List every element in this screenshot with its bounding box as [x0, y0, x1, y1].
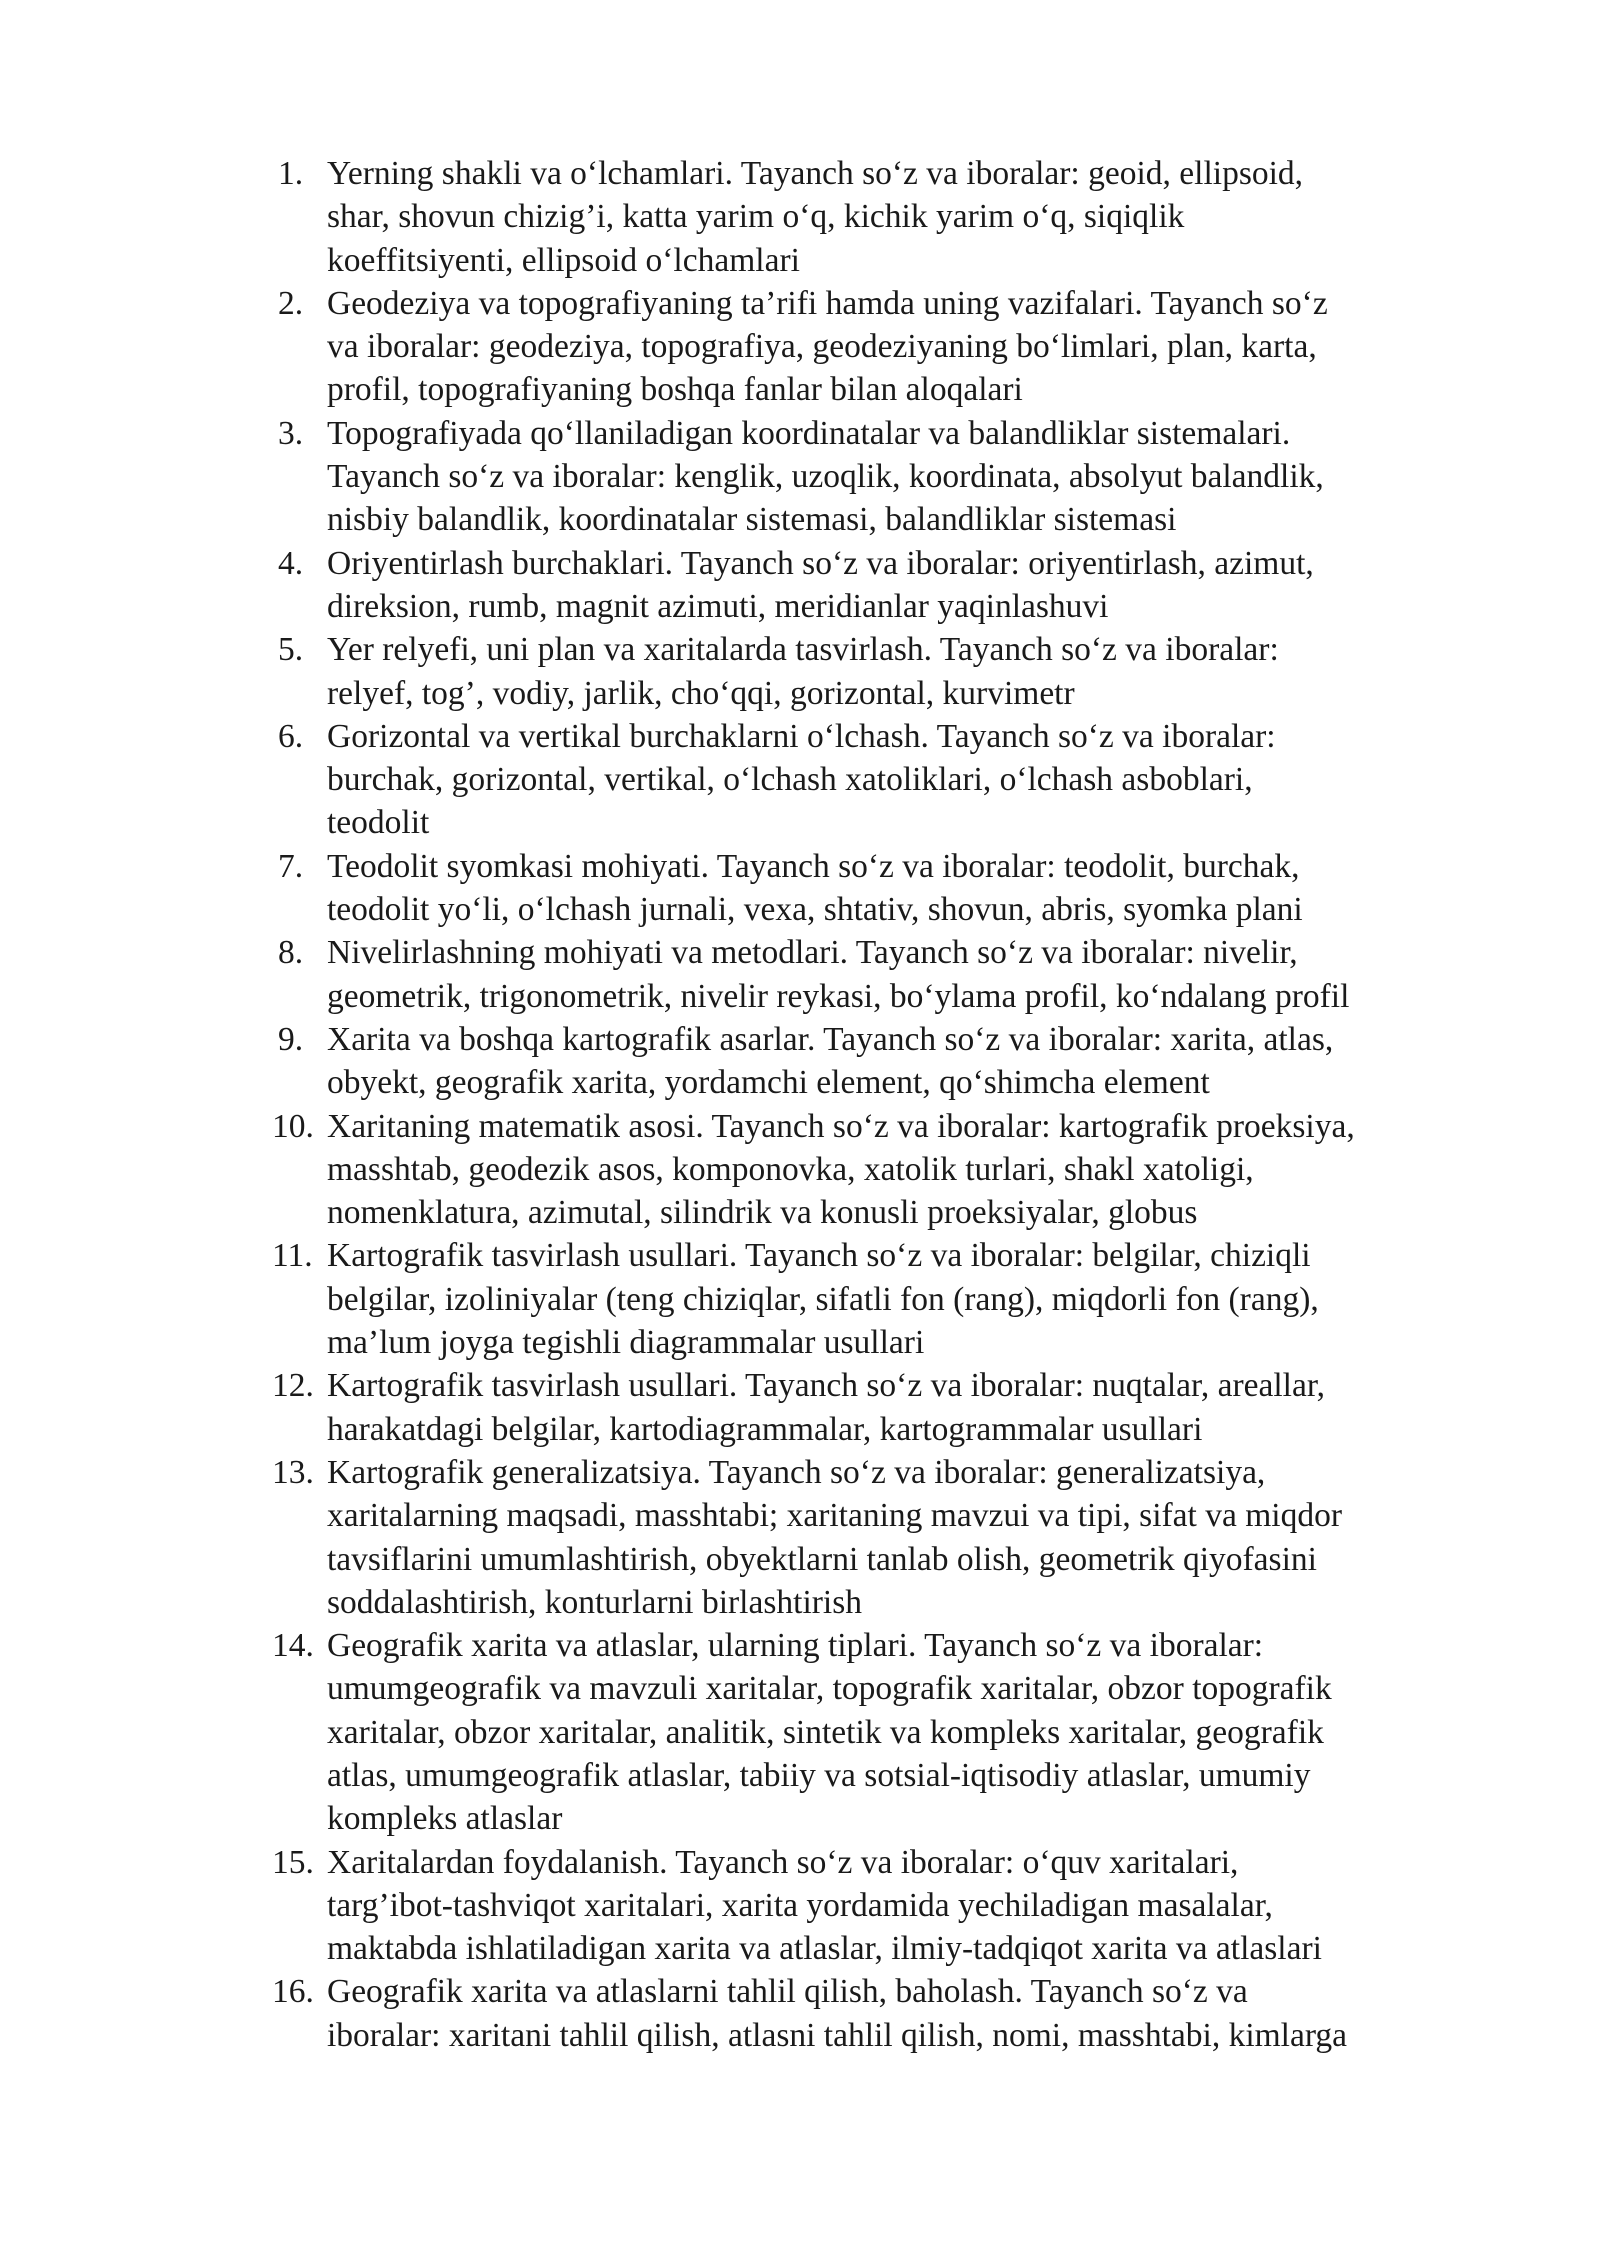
- list-item-line: Oriyentirlash burchaklari. Tayanch so‘z va iboralar: oriyentirlash, azimut,: [327, 544, 1314, 582]
- list-item-line: iboralar: xaritani tahlil qilish, atlasni tahlil qilish, nomi, masshtabi, kimlarga: [327, 2016, 1348, 2054]
- list-item-line: Teodolit syomkasi mohiyati. Tayanch so‘z va iboralar: teodolit, burchak,: [327, 847, 1300, 885]
- list-item-text: [327, 1105, 1497, 1235]
- list-item-number: 12.: [272, 1367, 314, 1405]
- list-item-line: Yerning shakli va o‘lchamlari. Tayanch so‘z va iboralar: geoid, ellipsoid,: [327, 155, 1304, 192]
- list-item-line: Gorizontal va vertikal burchaklarni o‘lchash. Tayanch so‘z va iboralar:: [327, 717, 1276, 755]
- list-item-line: atlas, umumgeografik atlaslar, tabiiy va sotsial-iqtisodiy atlaslar, umumiy: [327, 1756, 1311, 1794]
- list-item: [272, 845, 1497, 932]
- list-item: [272, 412, 1497, 542]
- list-item-text: [327, 1970, 1497, 2057]
- list-item-text: [327, 542, 1497, 629]
- list-item-number: 16.: [272, 1973, 314, 2011]
- list-item-line: shar, shovun chizig’i, katta yarim o‘q, kichik yarim o‘q, siqiqlik: [327, 198, 1185, 236]
- list-item-line: teodolit yo‘li, o‘lchash jurnali, vexa, shtativ, shovun, abris, syomka plani: [327, 891, 1303, 929]
- list-item-line: Topografiyada qo‘llaniladigan koordinatalar va balandliklar sistemalari.: [327, 414, 1291, 452]
- list-item-line: maktabda ishlatiladigan xarita va atlaslar, ilmiy-tadqiqot xarita va atlaslari: [327, 1930, 1322, 1968]
- list-item-line: profil, topografiyaning boshqa fanlar bilan aloqalari: [327, 371, 1023, 409]
- list-item-line: Yer relyefi, uni plan va xaritalarda tasvirlash. Tayanch so‘z va iboralar:: [327, 631, 1279, 669]
- list-item-line: ma’lum joyga tegishli diagrammalar usullari: [327, 1324, 925, 1362]
- list-item-line: burchak, gorizontal, vertikal, o‘lchash xatoliklari, o‘lchash asboblari,: [327, 761, 1253, 799]
- list-item-line: Kartografik tasvirlash usullari. Tayanch so‘z va iboralar: belgilar, chiziqli: [327, 1237, 1311, 1275]
- list-item: [272, 1018, 1497, 1105]
- list-item-line: tavsiflarini umumlashtirish, obyektlarni tanlab olish, geometrik qiyofasini: [327, 1540, 1317, 1578]
- list-item: [272, 542, 1497, 629]
- list-item-number: 7.: [278, 847, 304, 885]
- list-item-line: Geografik xarita va atlaslarni tahlil qilish, baholash. Tayanch so‘z va: [327, 1973, 1248, 2011]
- list-item-number: 6.: [278, 717, 304, 755]
- list-item-line: va iboralar: geodeziya, topografiya, geodeziyaning bo‘limlari, plan, karta,: [327, 328, 1317, 366]
- list-item-text: [327, 152, 1497, 282]
- list-item-line: koeffitsiyenti, ellipsoid o‘lchamlari: [327, 241, 800, 279]
- list-item-number: 1.: [278, 155, 304, 192]
- list-item-line: masshtab, geodezik asos, komponovka, xatolik turlari, shakl xatoligi,: [327, 1150, 1254, 1188]
- list-item-line: Geografik xarita va atlaslar, ularning tiplari. Tayanch so‘z va iboralar:: [327, 1627, 1264, 1665]
- list-item-line: obyekt, geografik xarita, yordamchi element, qo‘shimcha element: [327, 1064, 1210, 1102]
- list-item-text: [327, 1451, 1497, 1624]
- list-item-number: 9.: [278, 1020, 304, 1058]
- list-item: [272, 1234, 1497, 1364]
- list-item-line: Xaritaning matematik asosi. Tayanch so‘z va iboralar: kartografik proeksiya,: [327, 1107, 1355, 1145]
- list-item-line: Kartografik tasvirlash usullari. Tayanch so‘z va iboralar: nuqtalar, areallar,: [327, 1367, 1326, 1405]
- list-item-line: relyef, tog’, vodiy, jarlik, cho‘qqi, gorizontal, kurvimetr: [327, 674, 1075, 712]
- list-item-line: Tayanch so‘z va iboralar: kenglik, uzoqlik, koordinata, absolyut balandlik,: [327, 458, 1324, 496]
- list-item-number: 14.: [272, 1627, 314, 1665]
- list-item: [272, 282, 1497, 412]
- list-item-line: geometrik, trigonometrik, nivelir reykasi, bo‘ylama profil, ko‘ndalang profil: [327, 977, 1350, 1015]
- list-item-number: 15.: [272, 1843, 314, 1881]
- list-item: [272, 1624, 1497, 1840]
- list-item-number: 13.: [272, 1453, 314, 1491]
- list-item-line: nomenklatura, azimutal, silindrik va konusli proeksiyalar, globus: [327, 1194, 1198, 1232]
- list-item-line: nisbiy balandlik, koordinatalar sistemasi, balandliklar sistemasi: [327, 501, 1177, 539]
- list-item-text: [327, 715, 1497, 845]
- list-item-number: 5.: [278, 631, 304, 669]
- list-item-number: 8.: [278, 934, 304, 972]
- list-item-line: teodolit: [327, 804, 430, 842]
- topic-list: [272, 152, 1497, 2057]
- list-item: [272, 931, 1497, 1018]
- list-item-line: xaritalarning maqsadi, masshtabi; xaritaning mavzui va tipi, sifat va miqdor: [327, 1497, 1342, 1535]
- list-item-line: Xaritalardan foydalanish. Tayanch so‘z va iboralar: o‘quv xaritalari,: [327, 1843, 1239, 1881]
- list-item-text: [327, 282, 1497, 412]
- list-item: [272, 1364, 1497, 1451]
- list-item-line: Kartografik generalizatsiya. Tayanch so‘z va iboralar: generalizatsiya,: [327, 1453, 1266, 1491]
- list-item-line: soddalashtirish, konturlarni birlashtirish: [327, 1583, 863, 1621]
- list-item-line: umumgeografik va mavzuli xaritalar, topografik xaritalar, obzor topografik: [327, 1670, 1332, 1708]
- list-item-line: xaritalar, obzor xaritalar, analitik, sintetik va kompleks xaritalar, geografik: [327, 1713, 1324, 1751]
- list-item-line: Nivelirlashning mohiyati va metodlari. Tayanch so‘z va iboralar: nivelir,: [327, 934, 1298, 972]
- list-item-number: 2.: [278, 284, 304, 322]
- list-item-text: [327, 412, 1497, 542]
- list-item-text: [327, 628, 1497, 715]
- list-item-text: [327, 845, 1497, 932]
- list-item: [272, 152, 1497, 282]
- list-item-text: [327, 1624, 1497, 1840]
- list-item-line: direksion, rumb, magnit azimuti, meridianlar yaqinlashuvi: [327, 587, 1109, 625]
- list-item-text: [327, 931, 1497, 1018]
- list-item-line: Xarita va boshqa kartografik asarlar. Tayanch so‘z va iboralar: xarita, atlas,: [327, 1020, 1334, 1058]
- list-item-line: targ’ibot-tashviqot xaritalari, xarita yordamida yechiladigan masalalar,: [327, 1886, 1273, 1924]
- list-item: [272, 1451, 1497, 1624]
- list-item-text: [327, 1018, 1497, 1105]
- list-item: [272, 628, 1497, 715]
- list-item-line: kompleks atlaslar: [327, 1800, 563, 1838]
- list-item: [272, 1105, 1497, 1235]
- list-item: [272, 1970, 1497, 2057]
- list-item-text: [327, 1234, 1497, 1364]
- list-item-number: 11.: [272, 1237, 313, 1275]
- list-item-number: 4.: [278, 544, 304, 582]
- list-item-number: 3.: [278, 414, 304, 452]
- list-item-line: Geodeziya va topografiyaning ta’rifi hamda uning vazifalari. Tayanch so‘z: [327, 284, 1328, 322]
- list-item: [272, 1841, 1497, 1971]
- list-item-line: belgilar, izoliniyalar (teng chiziqlar, sifatli fon (rang), miqdorli fon (rang),: [327, 1280, 1319, 1318]
- list-item-text: [327, 1364, 1497, 1451]
- list-item-number: 10.: [272, 1107, 314, 1145]
- list-item-text: [327, 1841, 1497, 1971]
- list-item-line: harakatdagi belgilar, kartodiagrammalar, kartogrammalar usullari: [327, 1410, 1203, 1448]
- list-item: [272, 715, 1497, 845]
